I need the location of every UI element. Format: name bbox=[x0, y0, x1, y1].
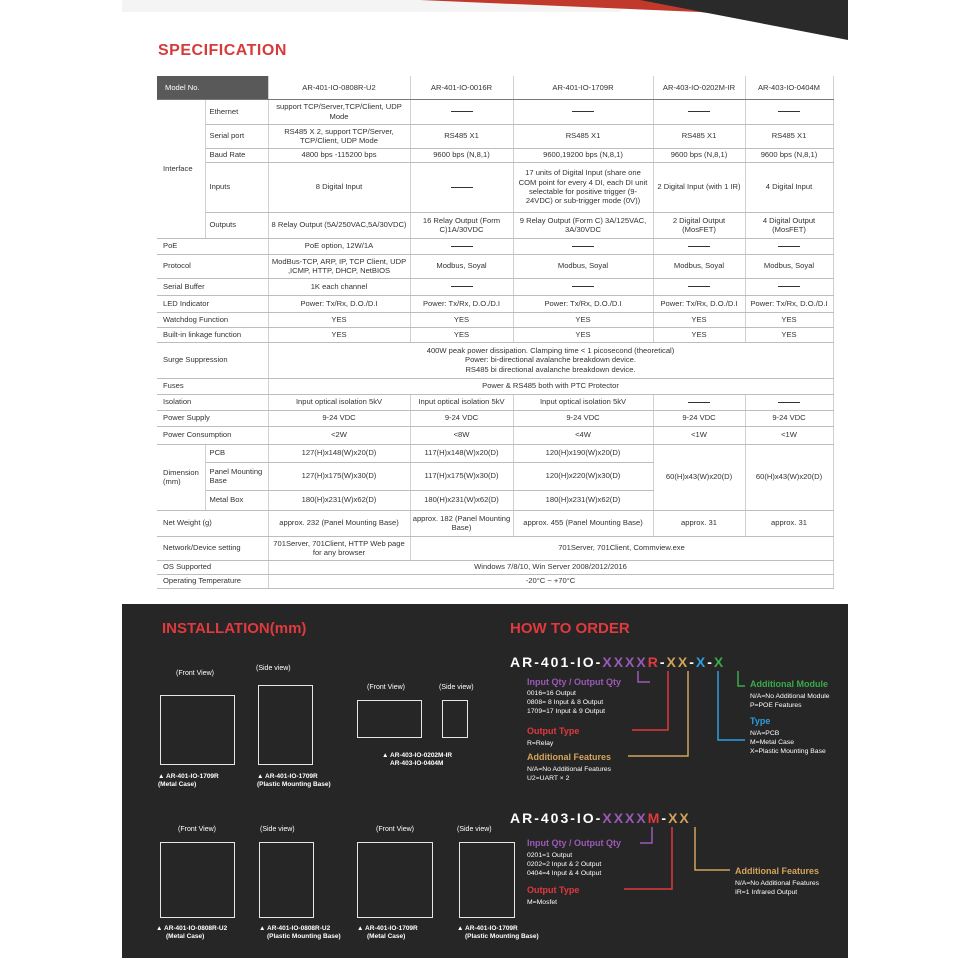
feature-opt: U2=UART × 2 bbox=[527, 775, 570, 783]
spec-table bbox=[157, 76, 834, 589]
isolation-val: Input optical isolation 5kV bbox=[513, 394, 653, 410]
caption-3-a: ▲ AR-403-IO-0202M-IR bbox=[382, 752, 453, 759]
type-heading: Type bbox=[750, 716, 771, 726]
surge-val bbox=[268, 342, 833, 378]
weight-val: approx. 31 bbox=[745, 510, 833, 536]
model-4: AR-403-IO-0202M-IR bbox=[653, 76, 745, 99]
consumption-val: <8W bbox=[410, 426, 513, 444]
baud-label: Baud Rate bbox=[205, 148, 268, 162]
code1-dash: - bbox=[659, 654, 667, 670]
front-view-label: (Front View) bbox=[176, 670, 214, 677]
caption-5 bbox=[259, 925, 341, 941]
side-view-label: (Side view) bbox=[256, 665, 291, 672]
code1-features: XX bbox=[666, 654, 690, 670]
code1-output: R bbox=[647, 654, 660, 670]
serial-label: Serial port bbox=[205, 124, 268, 148]
psu-val: 9-24 VDC bbox=[410, 410, 513, 426]
baud-val: 9600 bps (N,8,1) bbox=[410, 148, 513, 162]
inputs-val: 8 Digital Input bbox=[268, 162, 410, 212]
code1-qty: XXXX bbox=[602, 654, 648, 670]
ethernet-val: support TCP/Server,TCP/Client, UDP Mode bbox=[268, 99, 410, 124]
outputs-val: 16 Relay Output (Form C)1A/30VDC bbox=[410, 212, 513, 238]
code2-dash: - bbox=[661, 810, 669, 826]
interface-label: Interface bbox=[157, 99, 205, 238]
pcb-val: 117(H)x148(W)x20(D) bbox=[410, 444, 513, 462]
model-label: Model No. bbox=[157, 76, 268, 99]
led-val: Power: Tx/Rx, D.O./D.I bbox=[513, 295, 653, 312]
code1-dash: - bbox=[707, 654, 714, 670]
panel-label: Panel Mounting Base bbox=[205, 462, 268, 490]
code2-output: M bbox=[647, 810, 662, 826]
inputs-val: 17 units of Digital Input (share one COM point for every 4 DI, each DI unit selectable for positive trigger (9-24VDC) or sub-trigger mode (0V)) bbox=[513, 162, 653, 212]
dim-small-val: 60(H)x43(W)x20(D) bbox=[653, 444, 745, 510]
outputs-val: 4 Digital Output (MosFET) bbox=[745, 212, 833, 238]
front-view-label-3: (Front View) bbox=[178, 826, 216, 833]
code1-dash: - bbox=[689, 654, 696, 670]
serial-val: RS485 X1 bbox=[410, 124, 513, 148]
code2-prefix: AR-403-IO- bbox=[510, 810, 603, 826]
model-1: AR-401-IO-0808R-U2 bbox=[268, 76, 410, 99]
led-val: Power: Tx/Rx, D.O./D.I bbox=[410, 295, 513, 312]
isolation-val: Input optical isolation 5kV bbox=[410, 394, 513, 410]
caption-7-b: (Plastic Mounting Base) bbox=[465, 933, 539, 941]
outputs-label: Outputs bbox=[205, 212, 268, 238]
features-heading: Additional Features bbox=[527, 752, 612, 762]
caption-7-a: ▲ AR-401-IO-1709R bbox=[457, 925, 518, 932]
psu-val: 9-24 VDC bbox=[653, 410, 745, 426]
caption-5-b: (Plastic Mounting Base) bbox=[267, 933, 341, 941]
linkage-val: YES bbox=[653, 327, 745, 342]
module-options bbox=[750, 692, 830, 710]
caption-1-b: (Metal Case) bbox=[158, 781, 197, 789]
watchdog-val: YES bbox=[268, 312, 410, 327]
protocol-label: Protocol bbox=[157, 254, 268, 278]
pcb-label: PCB bbox=[205, 444, 268, 462]
weight-val: approx. 31 bbox=[653, 510, 745, 536]
surge-line-1: 400W peak power dissipation. Clamping time < 1 picosecond (theoretical) bbox=[426, 345, 675, 355]
caption-1 bbox=[158, 773, 219, 789]
network-val: 701Server, 701Client, Commview.exe bbox=[410, 536, 833, 560]
caption-2-a: ▲ AR-401-IO-1709R bbox=[257, 773, 318, 780]
serial-val: RS485 X1 bbox=[513, 124, 653, 148]
order-code-2 bbox=[510, 810, 691, 826]
front-view-label-2: (Front View) bbox=[367, 684, 405, 691]
drawing-front-2 bbox=[357, 700, 422, 738]
weight-val: approx. 232 (Panel Mounting Base) bbox=[268, 510, 410, 536]
watchdog-val: YES bbox=[410, 312, 513, 327]
consumption-val: <4W bbox=[513, 426, 653, 444]
linkage-val: YES bbox=[268, 327, 410, 342]
features-options bbox=[527, 765, 611, 783]
psu-val: 9-24 VDC bbox=[745, 410, 833, 426]
qty-opt: 0808= 8 Input & 8 Output bbox=[527, 699, 604, 707]
type-opt: N/A=PCB bbox=[750, 730, 780, 737]
qty-heading: Input Qty / Output Qty bbox=[527, 677, 621, 687]
feature2-opt: IR=1 Infrared Output bbox=[735, 889, 798, 897]
weight-label: Net Weight (g) bbox=[157, 510, 268, 536]
panel-val: 120(H)x220(W)x30(D) bbox=[513, 462, 653, 490]
code2-qty: XXXX bbox=[602, 810, 648, 826]
protocol-val: Modbus, Soyal bbox=[745, 254, 833, 278]
module-opt: P=POE Features bbox=[750, 702, 802, 710]
feature2-opt: N/A=No Additional Features bbox=[735, 880, 820, 887]
linkage-val: YES bbox=[410, 327, 513, 342]
qty2-options bbox=[527, 851, 601, 879]
consumption-val: <1W bbox=[745, 426, 833, 444]
weight-val: approx. 455 (Panel Mounting Base) bbox=[513, 510, 653, 536]
surge-label: Surge Suppression bbox=[157, 342, 268, 378]
led-val: Power: Tx/Rx, D.O./D.I bbox=[745, 295, 833, 312]
code2-features: XX bbox=[668, 810, 691, 826]
drawing-side-1 bbox=[258, 685, 313, 765]
output-heading: Output Type bbox=[527, 726, 580, 736]
caption-4-a: ▲ AR-401-IO-0808R-U2 bbox=[156, 925, 228, 932]
fuses-val: Power & RS485 both with PTC Protector bbox=[268, 378, 833, 394]
dim-small-val: 60(H)x43(W)x20(D) bbox=[745, 444, 833, 510]
drawing-front-1 bbox=[160, 695, 235, 765]
code1-prefix: AR-401-IO- bbox=[510, 654, 603, 670]
surge-line-3: RS485 bi directional avalanche breakdown device. bbox=[465, 364, 636, 374]
baud-val: 9600,19200 bps (N,8,1) bbox=[513, 148, 653, 162]
surge-line-2: Power: bi-directional avalanche breakdown device. bbox=[465, 355, 636, 365]
metal-label: Metal Box bbox=[205, 490, 268, 510]
output-options bbox=[527, 739, 553, 748]
network-label: Network/Device setting bbox=[157, 536, 268, 560]
type-opt: M=Metal Case bbox=[750, 739, 795, 747]
psu-label: Power Supply bbox=[157, 410, 268, 426]
buffer-val: 1K each channel bbox=[268, 278, 410, 295]
serial-val: RS485 X 2, support TCP/Server, TCP/Client, UDP Mode bbox=[268, 124, 410, 148]
fuses-label: Fuses bbox=[157, 378, 268, 394]
caption-3-b: AR-403-IO-0404M bbox=[390, 760, 444, 768]
model-2: AR-401-IO-0016R bbox=[410, 76, 513, 99]
qty-opt: 0016=16 Output bbox=[527, 690, 576, 697]
caption-4-b: (Metal Case) bbox=[166, 933, 205, 941]
ethernet-label: Ethernet bbox=[205, 99, 268, 124]
inputs-val: 2 Digital Input (with 1 IR) bbox=[653, 162, 745, 212]
panel-val: 117(H)x175(W)x30(D) bbox=[410, 462, 513, 490]
temp-label: Operating Temperature bbox=[157, 574, 268, 588]
code1-module: X bbox=[713, 654, 726, 670]
side-view-label-2: (Side view) bbox=[439, 684, 474, 691]
caption-4 bbox=[156, 925, 227, 941]
panel-val: 127(H)x175(W)x30(D) bbox=[268, 462, 410, 490]
protocol-val: ModBus-TCP, ARP, IP, TCP Client, UDP ,ICMP, HTTP, DHCP, NetBIOS bbox=[268, 254, 410, 278]
watchdog-label: Watchdog Function bbox=[157, 312, 268, 327]
pcb-val: 120(H)x190(W)x20(D) bbox=[513, 444, 653, 462]
watchdog-val: YES bbox=[513, 312, 653, 327]
network-val: 701Server, 701Client, HTTP Web page for any browser bbox=[268, 536, 410, 560]
model-3: AR-401-IO-1709R bbox=[513, 76, 653, 99]
caption-6-b: (Metal Case) bbox=[367, 933, 406, 941]
led-val: Power: Tx/Rx, D.O./D.I bbox=[653, 295, 745, 312]
qty2-opt: 0202=2 Input & 2 Output bbox=[527, 861, 602, 869]
isolation-label: Isolation bbox=[157, 394, 268, 410]
protocol-val: Modbus, Soyal bbox=[653, 254, 745, 278]
consumption-label: Power Consumption bbox=[157, 426, 268, 444]
output-opt: R=Relay bbox=[527, 740, 554, 747]
caption-2 bbox=[257, 773, 331, 789]
poe-val: PoE option, 12W/1A bbox=[268, 238, 410, 254]
output2-options bbox=[527, 898, 557, 907]
psu-val: 9-24 VDC bbox=[513, 410, 653, 426]
side-view-label-4: (Side view) bbox=[457, 826, 492, 833]
serial-val: RS485 X1 bbox=[653, 124, 745, 148]
qty-options bbox=[527, 689, 605, 717]
qty2-opt: 0404=4 Input & 4 Output bbox=[527, 870, 602, 878]
output2-opt: M=Mosfet bbox=[527, 899, 558, 906]
baud-val: 9600 bps (N,8,1) bbox=[745, 148, 833, 162]
buffer-label: Serial Buffer bbox=[157, 278, 268, 295]
caption-6 bbox=[357, 925, 418, 941]
metal-val: 180(H)x231(W)x62(D) bbox=[410, 490, 513, 510]
poe-label: PoE bbox=[157, 238, 268, 254]
type-options bbox=[750, 729, 826, 757]
inputs-val: 4 Digital Input bbox=[745, 162, 833, 212]
drawing-side-3 bbox=[259, 842, 314, 918]
weight-val: approx. 182 (Panel Mounting Base) bbox=[410, 510, 513, 536]
features2-heading: Additional Features bbox=[735, 866, 820, 876]
dimension-label: Dimension (mm) bbox=[157, 444, 205, 510]
feature-opt: N/A=No Additional Features bbox=[527, 766, 612, 773]
code1-type: X bbox=[695, 654, 708, 670]
watchdog-val: YES bbox=[653, 312, 745, 327]
caption-5-a: ▲ AR-401-IO-0808R-U2 bbox=[259, 925, 331, 932]
led-val: Power: Tx/Rx, D.O./D.I bbox=[268, 295, 410, 312]
qty2-heading: Input Qty / Output Qty bbox=[527, 838, 621, 848]
drawing-front-4 bbox=[357, 842, 433, 918]
consumption-val: <2W bbox=[268, 426, 410, 444]
qty-opt: 1709=17 Input & 9 Output bbox=[527, 708, 606, 716]
caption-3 bbox=[382, 752, 452, 768]
linkage-val: YES bbox=[745, 327, 833, 342]
serial-val: RS485 X1 bbox=[745, 124, 833, 148]
front-view-label-4: (Front View) bbox=[376, 826, 414, 833]
features2-options bbox=[735, 879, 819, 897]
linkage-val: YES bbox=[513, 327, 653, 342]
module-opt: N/A=No Additional Module bbox=[750, 693, 830, 700]
outputs-val: 2 Digital Output (MosFET) bbox=[653, 212, 745, 238]
psu-val: 9-24 VDC bbox=[268, 410, 410, 426]
consumption-val: <1W bbox=[653, 426, 745, 444]
linkage-label: Built-in linkage function bbox=[157, 327, 268, 342]
caption-2-b: (Plastic Mounting Base) bbox=[257, 781, 331, 789]
type-opt: X=Plastic Mounting Base bbox=[750, 748, 826, 756]
os-label: OS Supported bbox=[157, 560, 268, 574]
caption-6-a: ▲ AR-401-IO-1709R bbox=[357, 925, 418, 932]
pcb-val: 127(H)x148(W)x20(D) bbox=[268, 444, 410, 462]
drawing-front-3 bbox=[160, 842, 235, 918]
spec-title: SPECIFICATION bbox=[158, 42, 287, 59]
model-5: AR-403-IO-0404M bbox=[745, 76, 833, 99]
outputs-val: 8 Relay Output (5A/250VAC,5A/30VDC) bbox=[268, 212, 410, 238]
inputs-label: Inputs bbox=[205, 162, 268, 212]
outputs-val: 9 Relay Output (Form C) 3A/125VAC, 3A/30VDC bbox=[513, 212, 653, 238]
baud-val: 9600 bps (N,8,1) bbox=[653, 148, 745, 162]
metal-val: 180(H)x231(W)x62(D) bbox=[513, 490, 653, 510]
top-banner bbox=[0, 0, 958, 40]
protocol-val: Modbus, Soyal bbox=[513, 254, 653, 278]
order-code-1 bbox=[510, 654, 725, 670]
output2-heading: Output Type bbox=[527, 885, 580, 895]
caption-7 bbox=[457, 925, 539, 941]
side-view-label-3: (Side view) bbox=[260, 826, 295, 833]
watchdog-val: YES bbox=[745, 312, 833, 327]
drawing-side-4 bbox=[459, 842, 515, 918]
order-title: HOW TO ORDER bbox=[510, 620, 630, 637]
os-val: Windows 7/8/10, Win Server 2008/2012/2016 bbox=[268, 560, 833, 574]
metal-val: 180(H)x231(W)x62(D) bbox=[268, 490, 410, 510]
installation-title: INSTALLATION(mm) bbox=[162, 620, 307, 637]
module-heading: Additional Module bbox=[750, 679, 828, 689]
temp-val: -20°C ~ +70°C bbox=[268, 574, 833, 588]
baud-val: 4800 bps -115200 bps bbox=[268, 148, 410, 162]
protocol-val: Modbus, Soyal bbox=[410, 254, 513, 278]
isolation-val: Input optical isolation 5kV bbox=[268, 394, 410, 410]
led-label: LED Indicator bbox=[157, 295, 268, 312]
qty2-opt: 0201=1 Output bbox=[527, 852, 573, 859]
drawing-side-2 bbox=[442, 700, 468, 738]
caption-1-a: ▲ AR-401-IO-1709R bbox=[158, 773, 219, 780]
